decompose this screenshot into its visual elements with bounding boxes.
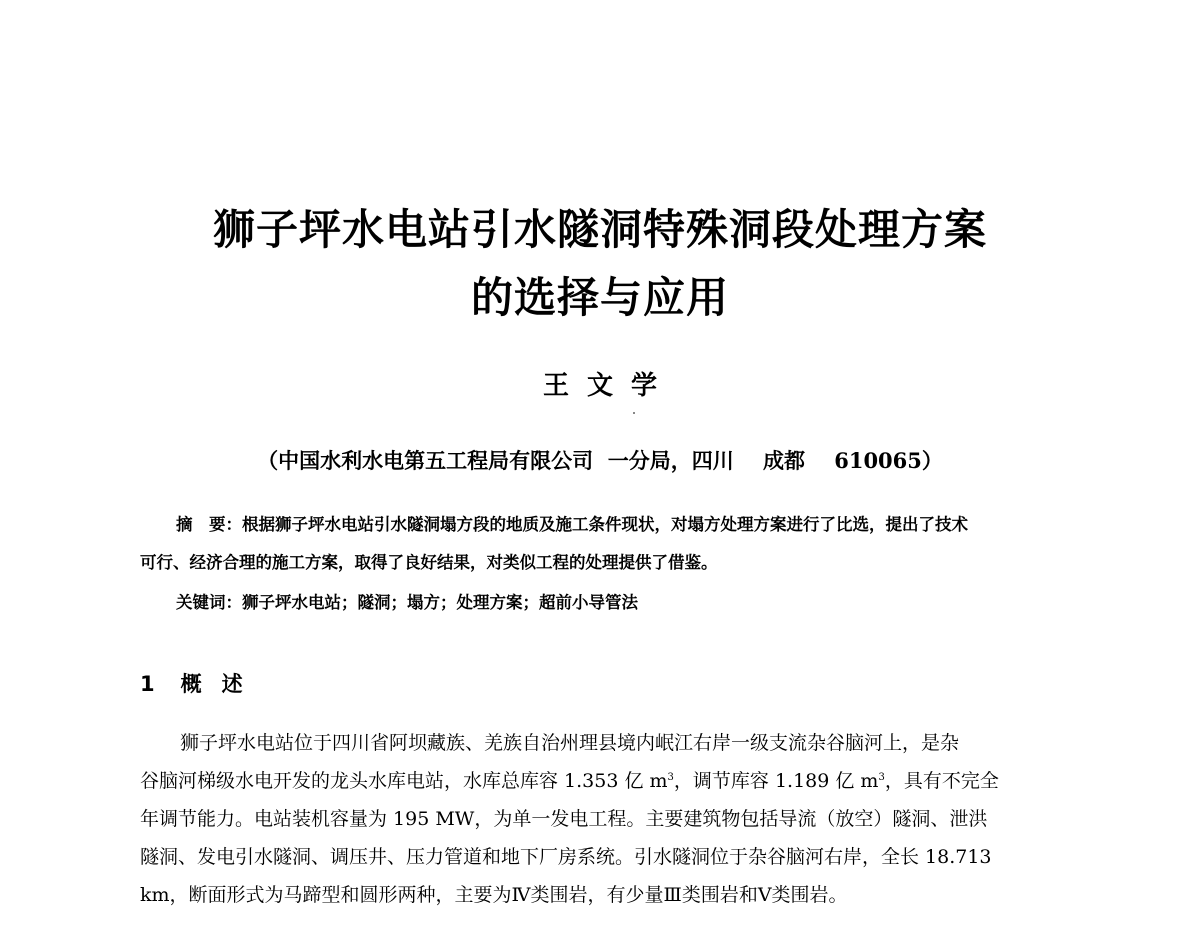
section-title: 概述 bbox=[180, 672, 263, 696]
keywords-text: 狮子坪水电站；隧洞；塌方；处理方案；超前小导管法 bbox=[242, 593, 638, 612]
section-number: 1 bbox=[140, 672, 155, 696]
abstract-line-1 bbox=[176, 514, 1072, 536]
body-line-2-part-b: ，调节库容 1.189 亿 m bbox=[673, 770, 879, 792]
paper-title-line-1: 狮子坪水电站引水隧洞特殊洞段处理方案 bbox=[212, 205, 987, 254]
abstract-text-1: 根据狮子坪水电站引水隧洞塌方段的地质及施工条件现状，对塌方处理方案进行了比选，提出了技术 bbox=[242, 515, 968, 534]
paper-title-line-2: 的选择与应用 bbox=[470, 273, 729, 322]
abstract-label: 摘 要： bbox=[176, 515, 242, 534]
superscript-cubic: 3 bbox=[878, 772, 885, 783]
body-line-3: 年调节能力。电站装机容量为 195 MW，为单一发电工程。主要建筑物包括导流（放空）隧洞、泄洪 bbox=[140, 808, 988, 830]
body-line-1: 狮子坪水电站位于四川省阿坝藏族、羌族自治州理县境内岷江右岸一级支流杂谷脑河上，是杂 bbox=[180, 732, 960, 754]
body-line-2-part-a: 谷脑河梯级水电开发的龙头水库电站，水库总库容 1.353 亿 m bbox=[140, 770, 668, 792]
body-line-5: km，断面形式为马蹄型和圆形两种，主要为Ⅳ类围岩，有少量Ⅲ类围岩和Ⅴ类围岩。 bbox=[140, 884, 848, 906]
abstract-line-2: 可行、经济合理的施工方案，取得了良好结果，对类似工程的处理提供了借鉴。 bbox=[140, 553, 718, 572]
superscript-cubic: 3 bbox=[667, 772, 674, 783]
scan-speck bbox=[633, 412, 635, 414]
keywords-label: 关键词： bbox=[176, 593, 242, 612]
section-heading bbox=[140, 670, 263, 698]
body-line-4: 隧洞、发电引水隧洞、调压井、压力管道和地下厂房系统。引水隧洞位于杂谷脑河右岸，全长 18.713 bbox=[140, 846, 992, 868]
author-affiliation: （中国水利水电第五工程局有限公司 一分局，四川 成都 610065） bbox=[257, 448, 943, 473]
author-name: 王文学 bbox=[542, 371, 675, 401]
keywords-line bbox=[176, 592, 1108, 614]
body-line-2-part-c: ，具有不完全 bbox=[884, 770, 999, 792]
body-line-2 bbox=[140, 769, 1080, 793]
